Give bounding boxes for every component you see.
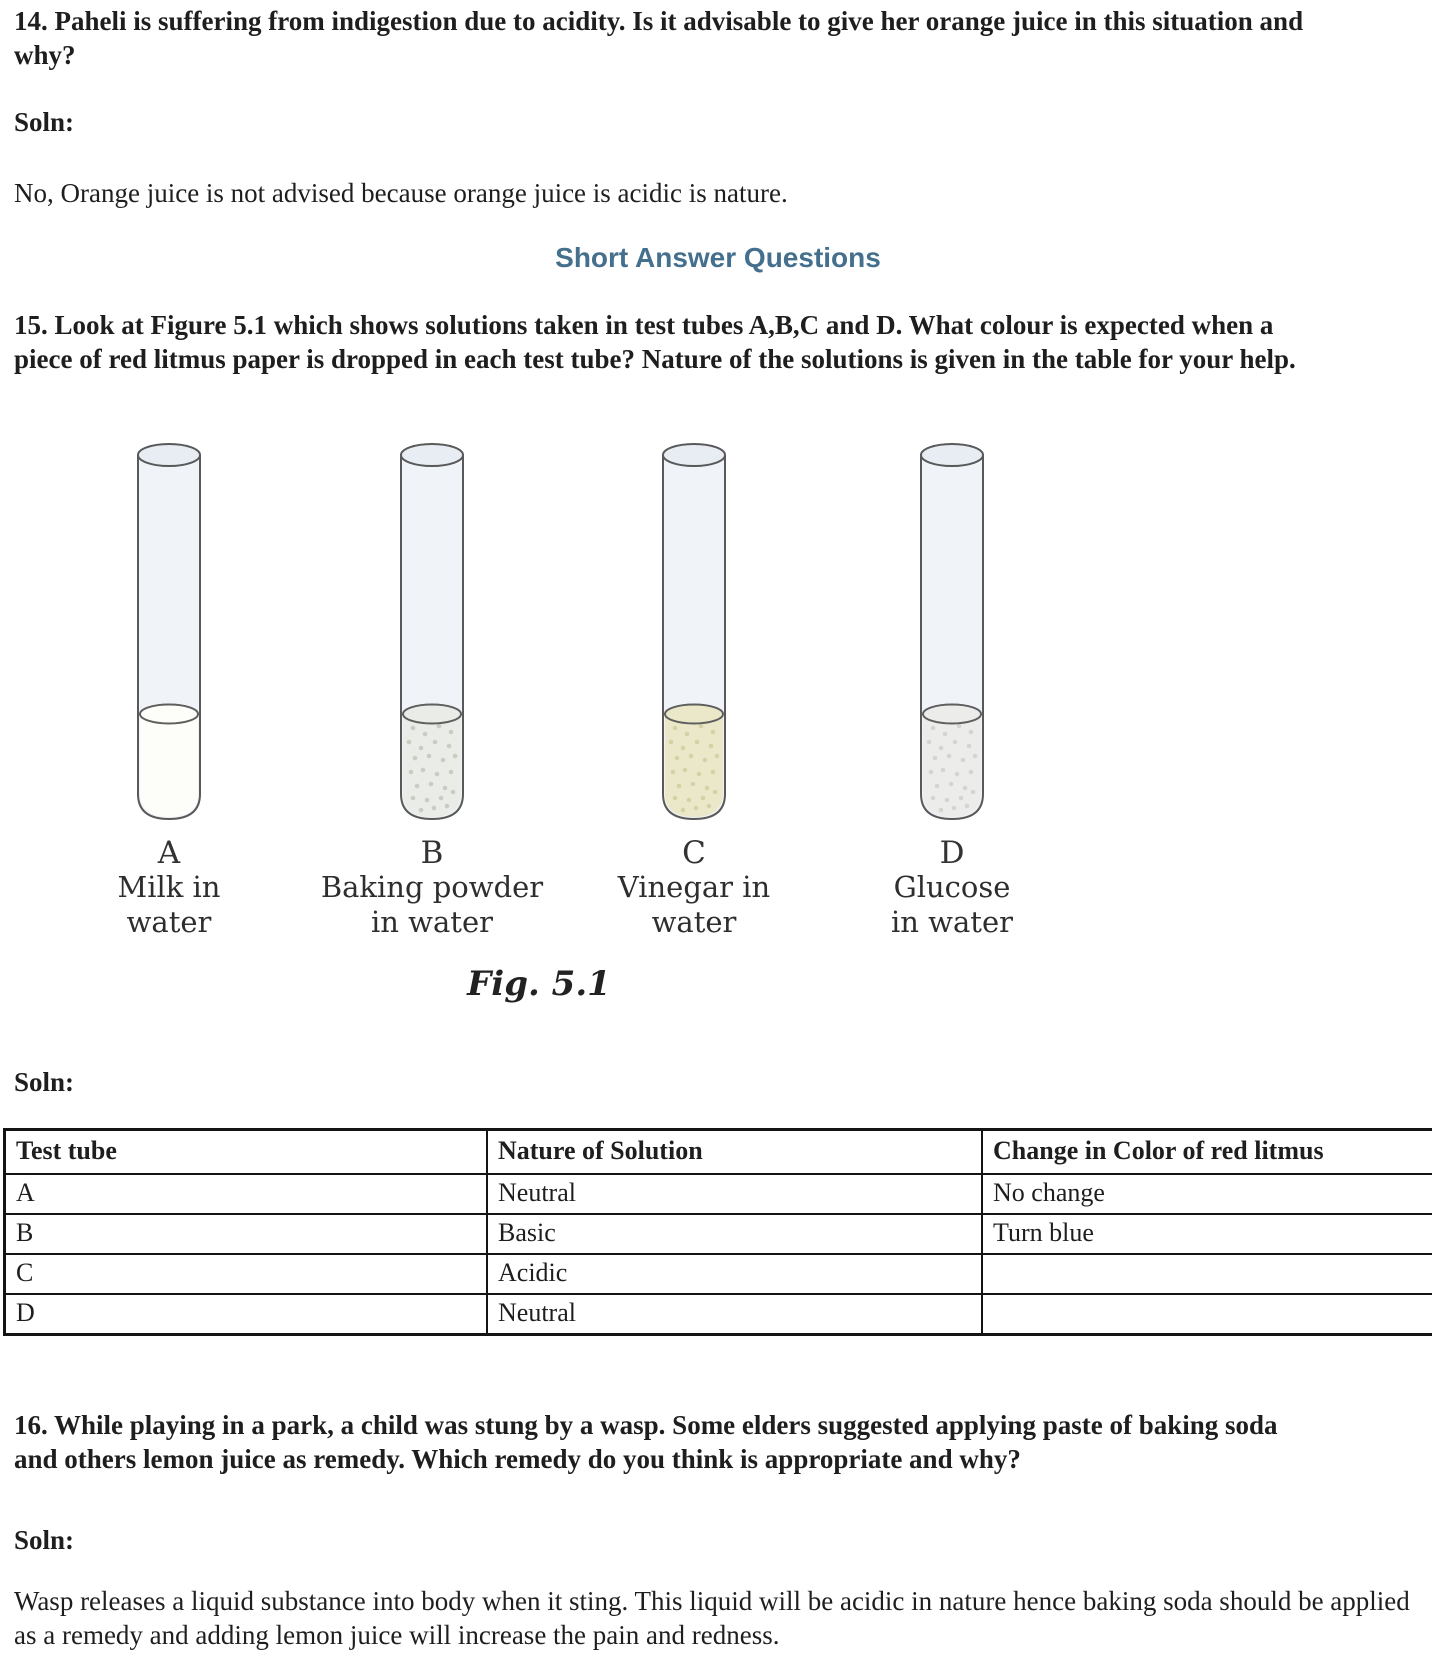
cell-nature: Acidic [487,1254,982,1294]
soln-label-q16: Soln: [14,1525,75,1555]
col-header-nature: Nature of Solution [487,1130,982,1175]
soln-label-q14: Soln: [14,107,75,137]
cell-nature: Neutral [487,1174,982,1214]
table-row [5,1254,1432,1294]
figure-caption: Fig. 5.1 [467,964,611,1004]
table-row [5,1294,1432,1335]
col-header-test-tube: Test tube [5,1130,488,1175]
tube-letter: B [420,835,444,871]
test-tube-c-block [564,442,824,940]
table-row [5,1214,1432,1254]
question-15-text: 15. Look at Figure 5.1 which shows solutions taken in test tubes A,B,C and D. What colour is expected when a piece of red litmus paper is dropped in each test tube? Nature of the solutions is given in the table for your help. [14,310,1296,374]
test-tube-b-block [302,442,562,940]
tube-label-line2: water [651,905,737,939]
cell-tube: D [5,1294,488,1335]
col-header-litmus-change: Change in Color of red litmus [982,1130,1432,1175]
test-tube-d-illustration [919,442,985,832]
tube-label-line1: Glucose [893,870,1011,904]
cell-change: Turn blue [982,1214,1432,1254]
answer-14-text: No, Orange juice is not advised because orange juice is acidic is nature. [14,178,788,208]
tube-label-line1: Milk in [117,870,221,904]
test-tube-c-illustration [661,442,727,832]
tube-label-line1: Vinegar in [617,870,771,904]
tube-letter: C [682,835,706,871]
tube-label-line2: water [126,905,212,939]
question-14-text: 14. Paheli is suffering from indigestion due to acidity. Is it advisable to give her orange juice in this situation and why? [14,6,1304,70]
cell-change [982,1294,1432,1335]
cell-change [982,1254,1432,1294]
tube-label-line2: in water [371,905,493,939]
cell-nature: Basic [487,1214,982,1254]
table-header-row [5,1130,1432,1175]
cell-tube: A [5,1174,488,1214]
cell-tube: C [5,1254,488,1294]
tube-letter: A [157,835,181,871]
test-tube-a-illustration [136,442,202,832]
answer-16-text: Wasp releases a liquid substance into body when it sting. This liquid will be acidic in nature hence baking soda should be applied as a remedy and adding lemon juice will increase the pain and redness. [14,1586,1410,1650]
section-heading: Short Answer Questions [555,242,881,273]
cell-nature: Neutral [487,1294,982,1335]
solution-table [3,1128,1432,1336]
figure-test-tubes [14,442,1422,948]
table-row [5,1174,1432,1214]
tube-label-line1: Baking powder [320,870,544,904]
test-tube-b-illustration [399,442,465,832]
tube-letter: D [939,835,965,871]
tube-label-line2: in water [891,905,1013,939]
test-tube-d-block [822,442,1082,940]
question-16-text: 16. While playing in a park, a child was stung by a wasp. Some elders suggested applying paste of baking soda and others lemon juice as remedy. Which remedy do you think is appropriate and why? [14,1410,1278,1474]
soln-label-q15: Soln: [14,1067,75,1097]
cell-change: No change [982,1174,1432,1214]
cell-tube: B [5,1214,488,1254]
test-tube-a-block [39,442,299,940]
